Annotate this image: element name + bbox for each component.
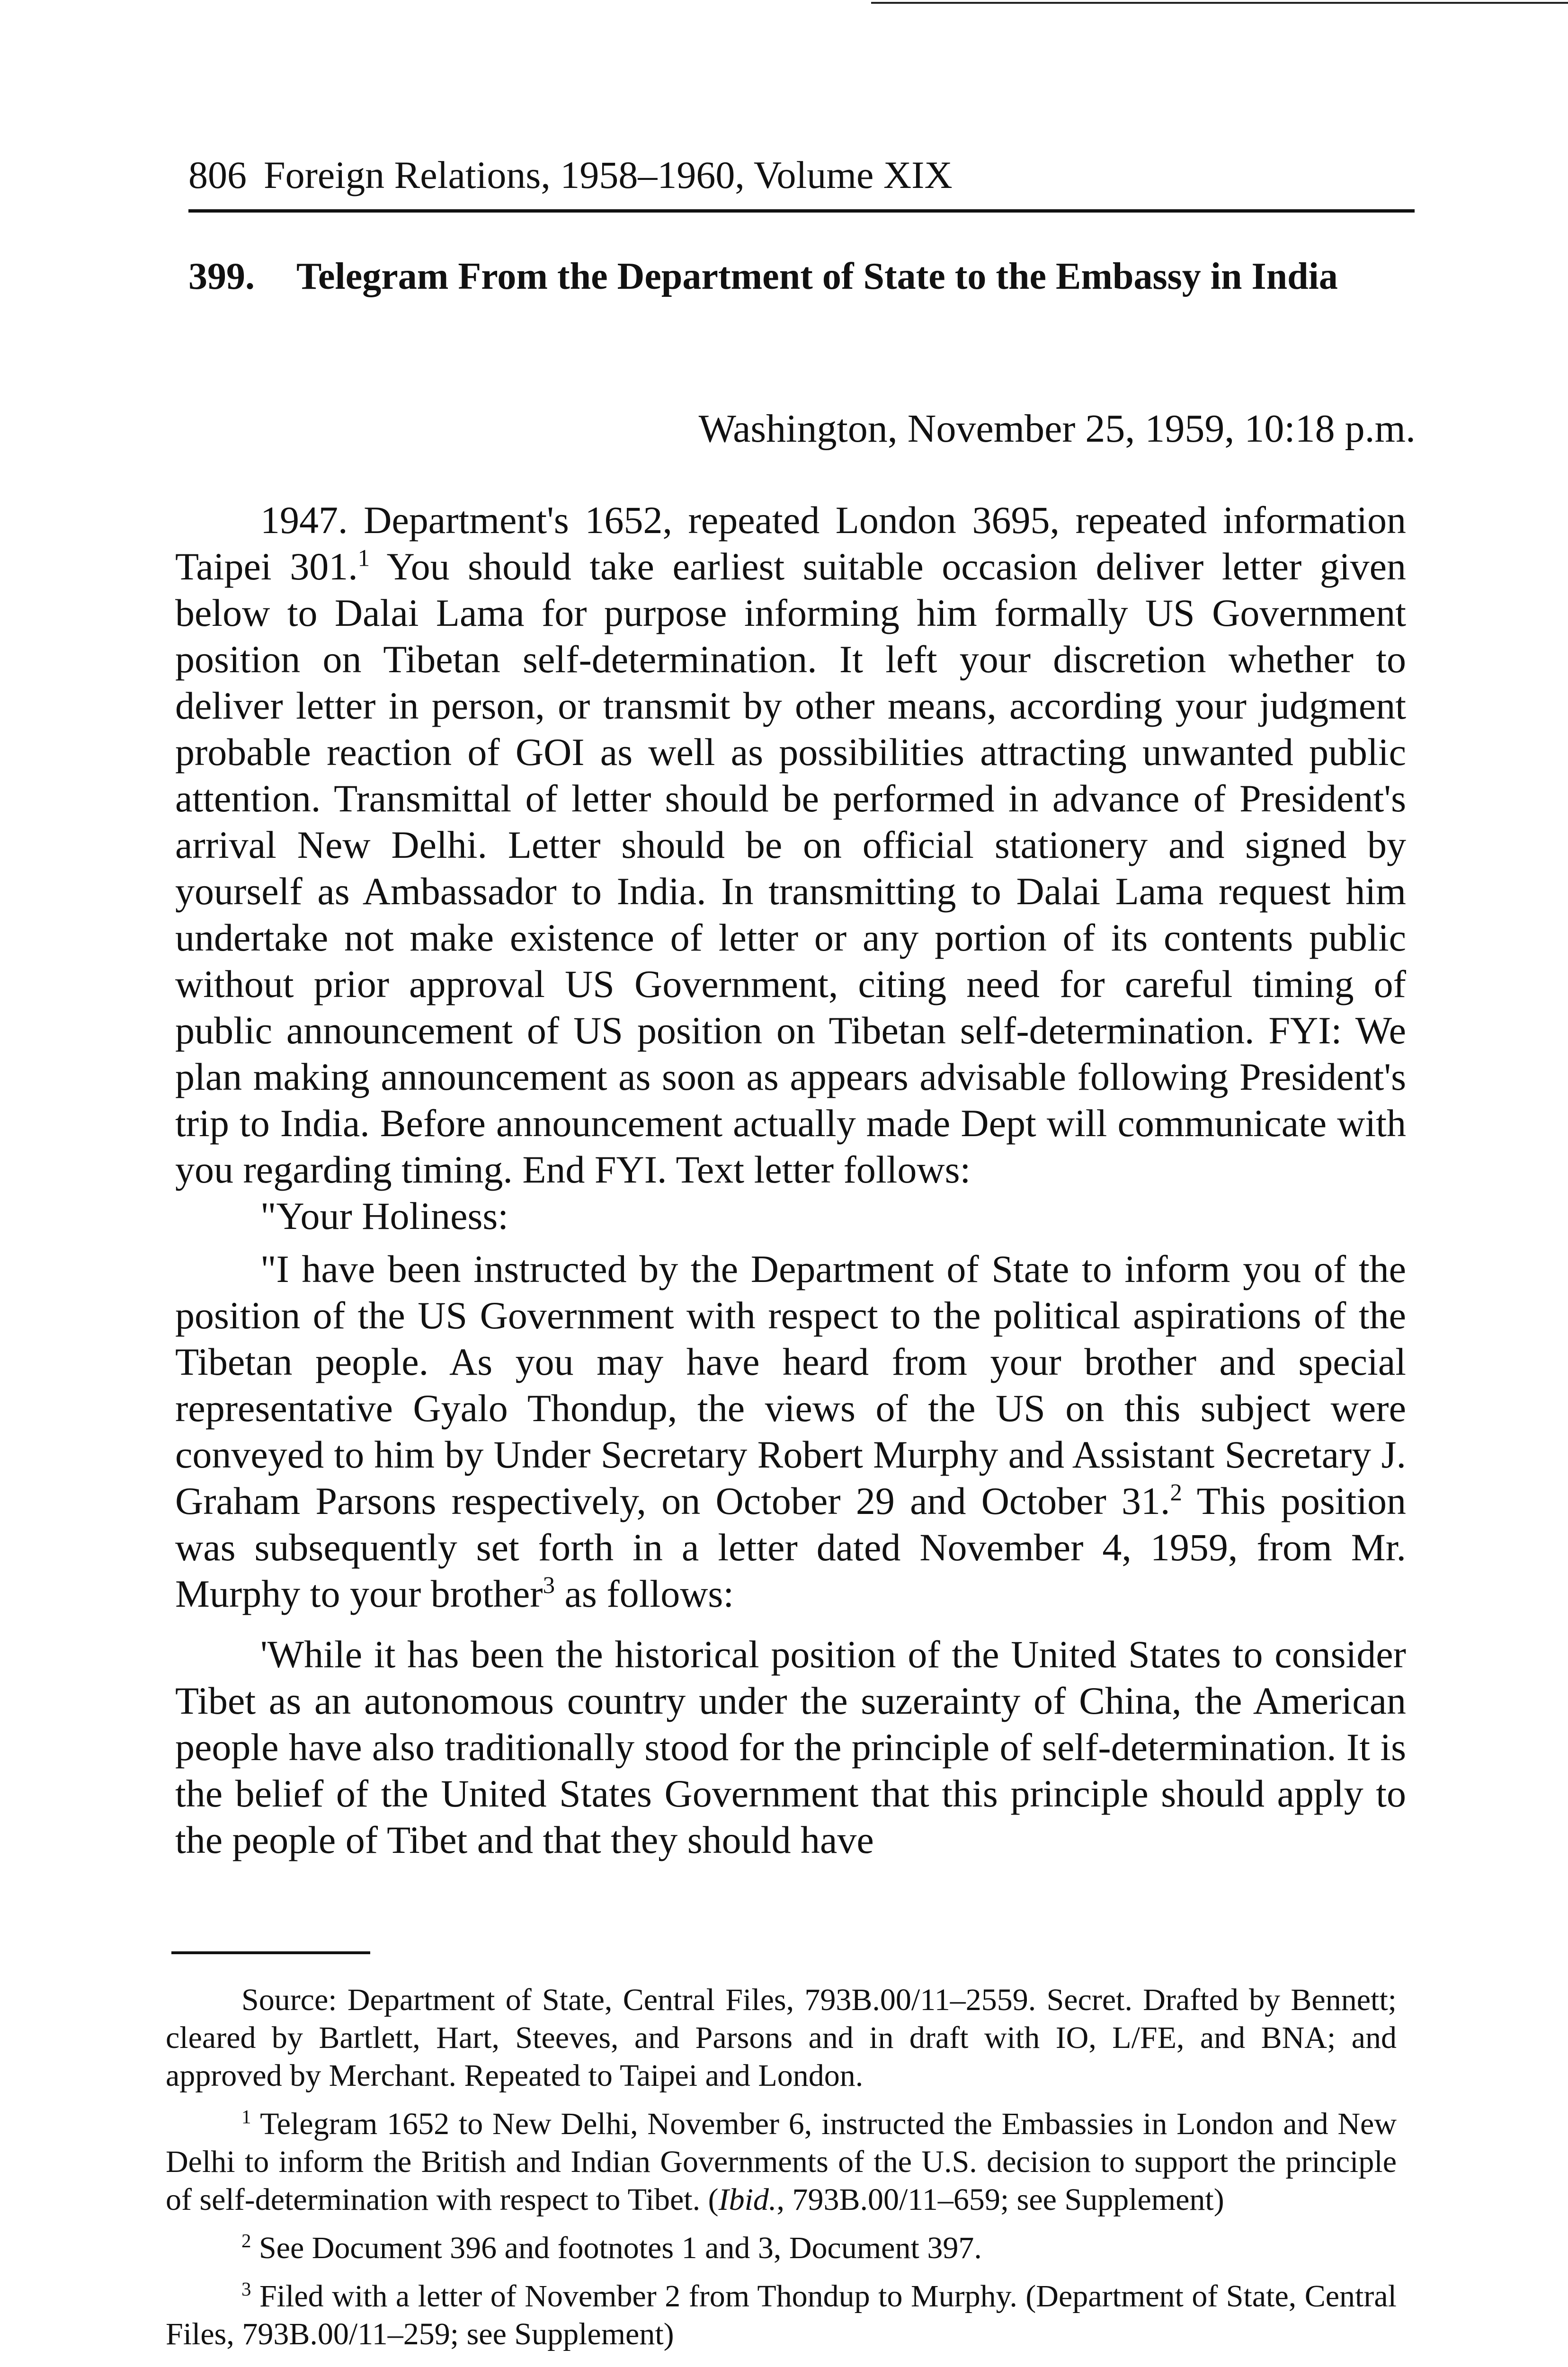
- scan-edge-line: [871, 2, 1568, 4]
- paragraph-letter-opening: "I have been instructed by the Department of State to inform you of the position of the US Government with respect to the political aspirations of the Tibetan people. As you may have heard from your brother and special representative Gyalo Thondup, the views of the US on this subject were conveyed to him by Under Secretary Robert Murphy and Assistant Secretary J. Graham Parsons respectively, on October 29 and October 31.$^2$ This position was subsequently set forth in a letter dated November 4, 1959, from Mr. Murphy to your brother$^3$ as follows:: [175, 1247, 1407, 1615]
- footnotes: [166, 1981, 1397, 2364]
- page-number: 806: [188, 153, 247, 196]
- footnote-ref-3: 3: [543, 1572, 555, 1599]
- volume-title: Foreign Relations, 1958–1960, Volume XIX: [264, 153, 953, 196]
- running-head: [188, 151, 1415, 199]
- dateline: Washington, November 25, 1959, 10:18 p.m.: [698, 407, 1416, 451]
- paragraph-quoted-position: 'While it has been the historical position of the United States to consider Tibet as an autonomous country under the suzerainty of China, the American people have also traditionally stood for the principle of self-determination. It is the belief of the United States Government that this principle should apply to the people of Tibet and that they should have: [175, 1633, 1406, 1861]
- footnote-ref-2: 2: [1170, 1479, 1182, 1506]
- footnote-2: $^2$ See Document 396 and footnotes 1 and 3, Document 397.: [241, 2230, 982, 2265]
- source-note: Source: Department of State, Central Files, 793B.00/11–2559. Secret. Drafted by Bennett; cleared by Bartlett, Hart, Steeves, and Parsons and in draft with IO, L/FE, and BNA; and approved by Merchant. Repeated to Taipei and London.: [166, 1983, 1397, 2093]
- telegram-body: [175, 497, 1406, 1863]
- footnote-ref-1: 1: [357, 544, 370, 571]
- footnote-rule: [171, 1951, 370, 1954]
- paragraph-instructions: 1947. Department's 1652, repeated London 3695, repeated information Taipei 301.$^1$ You should take earliest suitable occasion deliver letter given below to Dalai Lama for purpose informing him formally US Government position on Tibetan self-determination. It left your discretion whether to deliver letter in person, or transmit by other means, according your judgment probable reaction of GOI as well as possibilities attracting unwanted public attention. Transmittal of letter should be performed in advance of President's arrival New Delhi. Letter should be on official stationery and signed by yourself as Ambassador to India. In transmitting to Dalai Lama request him undertake not make existence of letter or any portion of its contents public without prior approval US Government, citing need for careful timing of public announcement of US position on Tibetan self-determination. FYI: We plan making announcement as soon as appears advisable following President's trip to India. Before announcement actually made Dept will communicate with you regarding timing. End FYI. Text letter follows:: [175, 498, 1406, 1191]
- document-number: 399.: [188, 256, 255, 297]
- document-heading: [188, 254, 1372, 299]
- document-title: Telegram From the Department of State to the Embassy in India: [296, 256, 1338, 297]
- footnote-3: $^3$ Filed with a letter of November 2 from Thondup to Murphy. (Department of State, Central Files, 793B.00/11–259; see Supplement): [166, 2278, 1397, 2351]
- header-rule: [188, 209, 1415, 213]
- letter-salutation: "Your Holiness:: [260, 1194, 509, 1237]
- footnote-1: $^1$ Telegram 1652 to New Delhi, November 6, instructed the Embassies in London and New Delhi to inform the British and Indian Governments of the U.S. decision to support the principle of self-determination with respect to Tibet. (Ibid., 793B.00/11–659; see Supplement): [166, 2106, 1397, 2217]
